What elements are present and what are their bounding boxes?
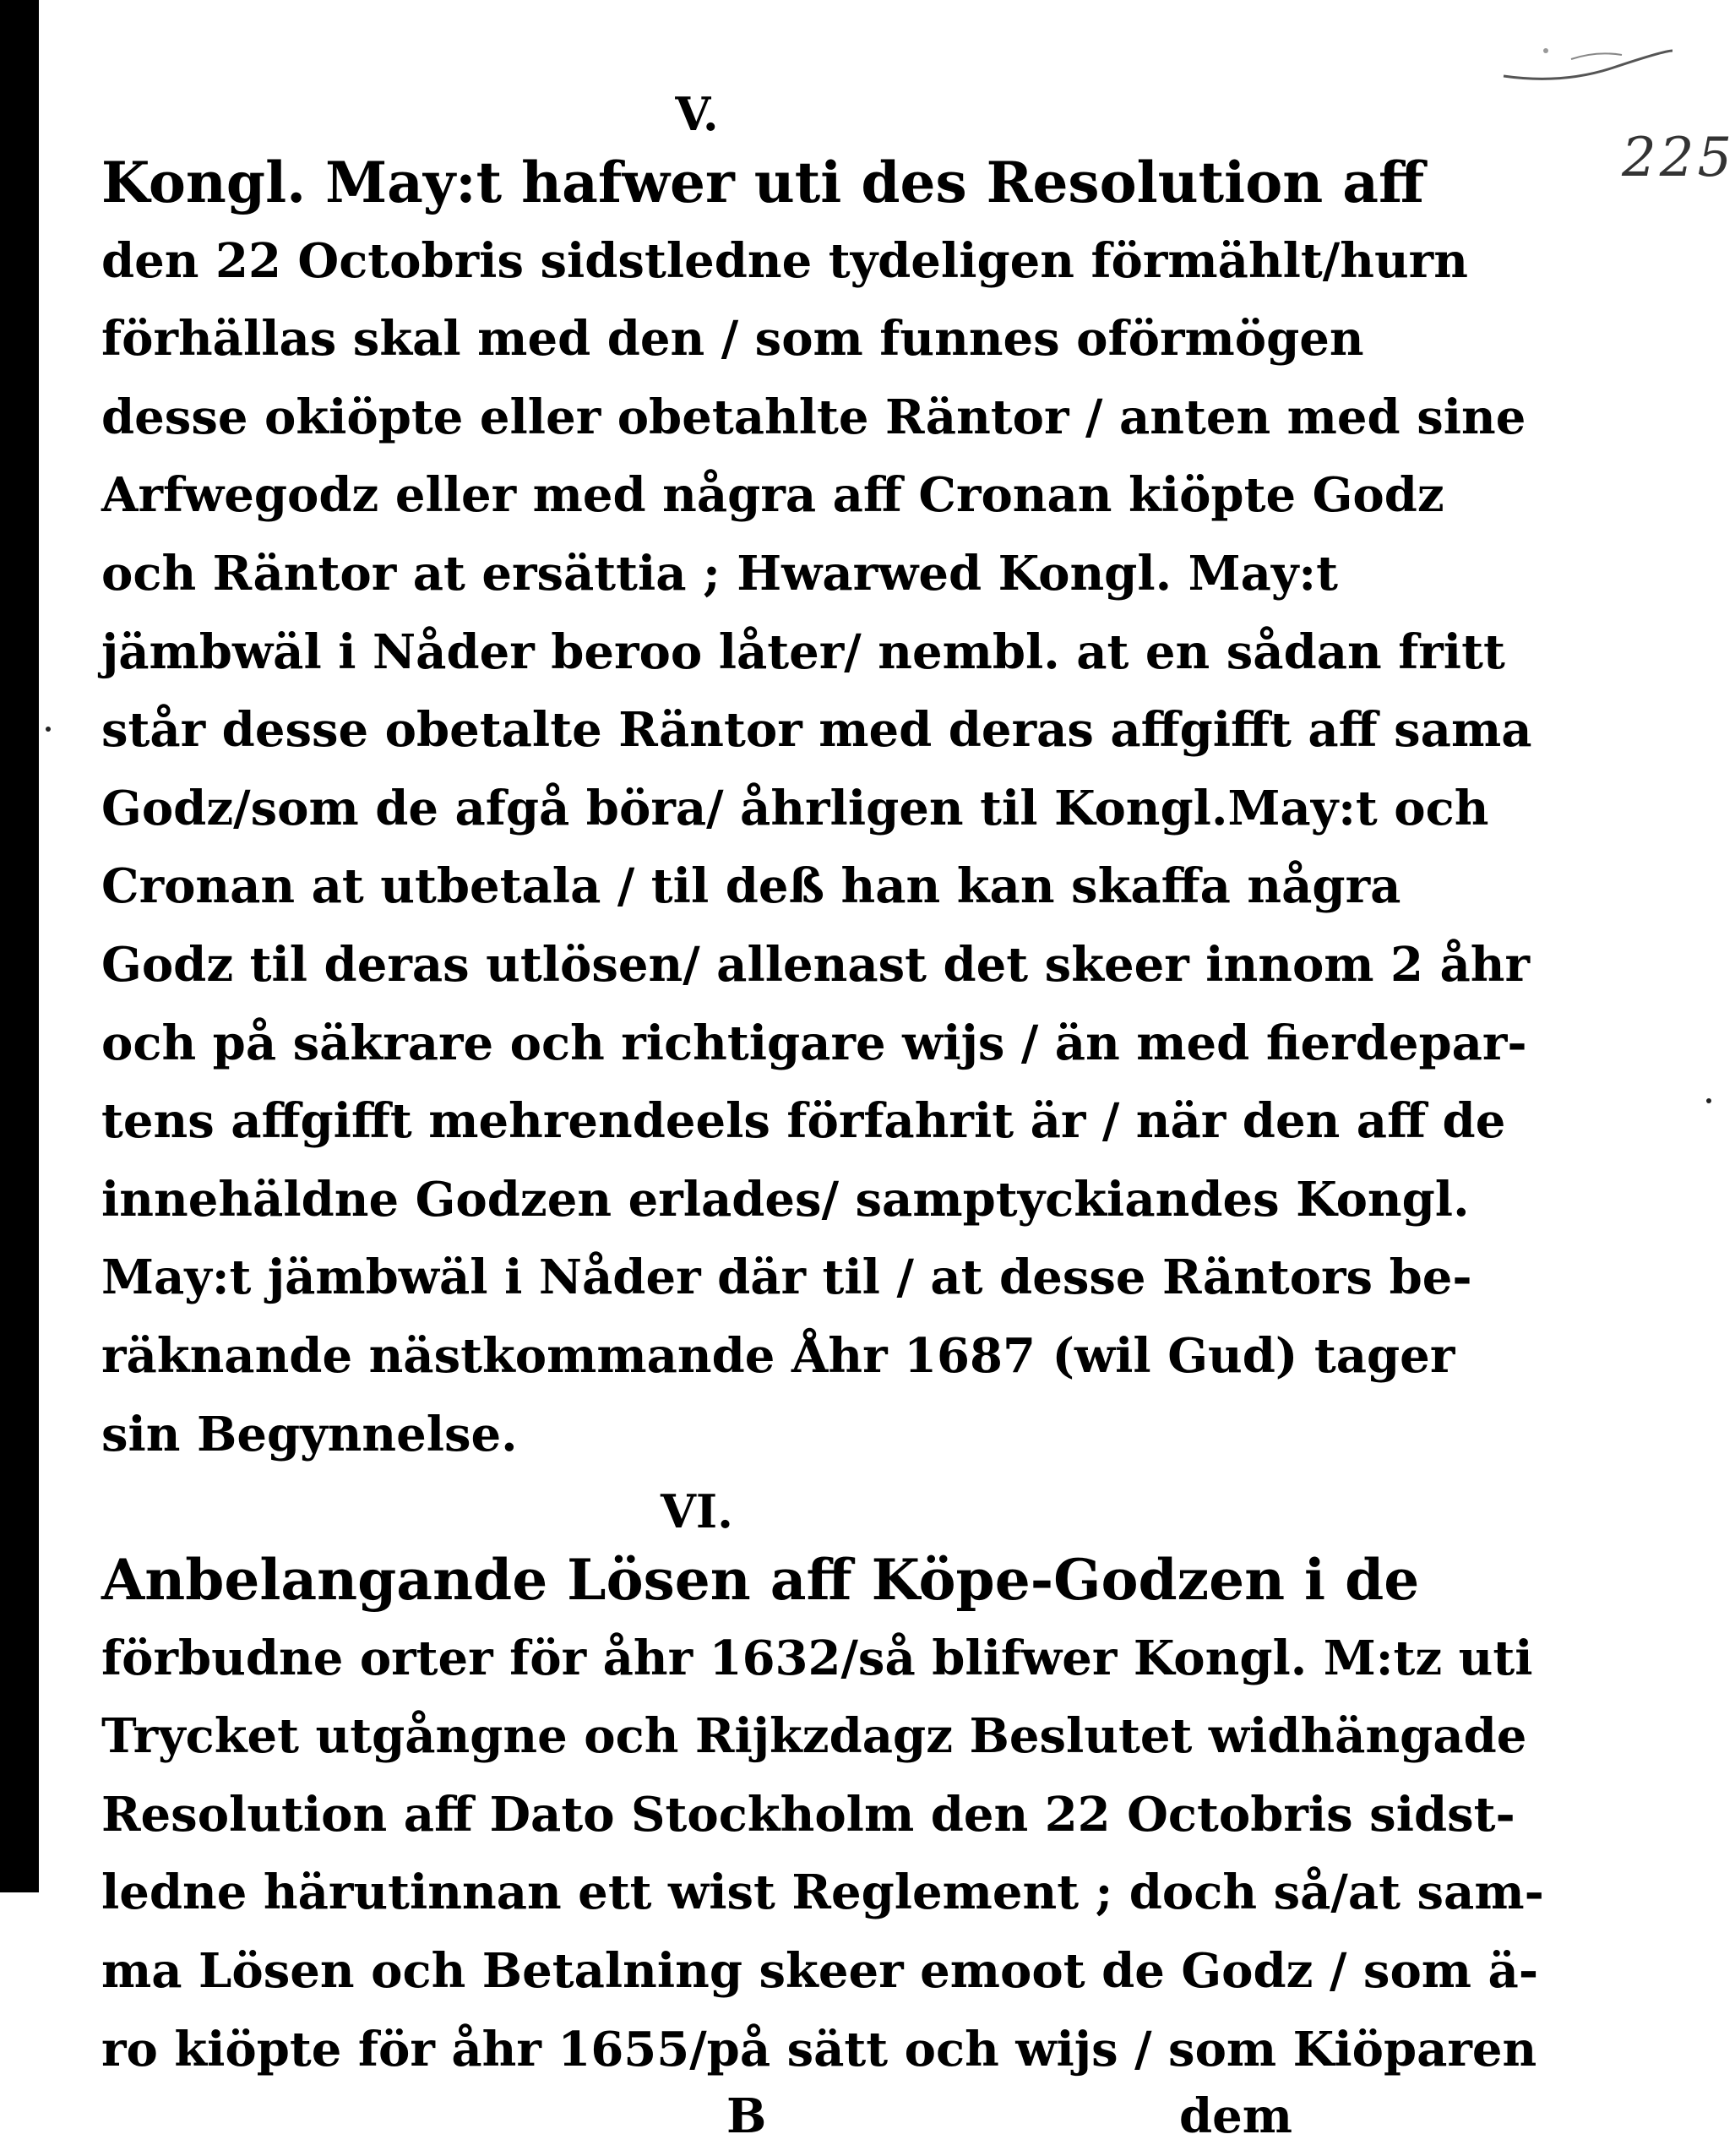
text-line: Godz til deras utlösen/ allenast det skeer innom 2 åhr bbox=[101, 936, 1531, 993]
signature-mark: B bbox=[726, 2088, 767, 2145]
section-number-v: V. bbox=[675, 87, 719, 141]
text-line: Resolution aff Dato Stockholm den 22 Octobris sidst- bbox=[101, 1786, 1515, 1843]
text-line: förbudne orter för åhr 1632/så blifwer Kongl. M:tz uti bbox=[101, 1630, 1533, 1686]
text-line: den 22 Octobris sidstledne tydeligen förmählt/hurn bbox=[101, 232, 1468, 289]
text-line: Cronan at utbetala / til deß han kan skaffa några bbox=[101, 858, 1401, 915]
ink-speck bbox=[1706, 1098, 1711, 1103]
text-line: räknande nästkommande Åhr 1687 (wil Gud) tager bbox=[101, 1327, 1455, 1384]
text-line: May:t jämbwäl i Nåder där til / at desse Räntors be- bbox=[101, 1250, 1472, 1306]
text-line: och Räntor at ersättia ; Hwarwed Kongl. May:t bbox=[101, 545, 1338, 602]
text-line: sin Begynnelse. bbox=[101, 1406, 518, 1462]
handwritten-page-number: 225 bbox=[1622, 127, 1735, 189]
text-line: förhällas skal med den / som funnes oförmögen bbox=[101, 311, 1364, 368]
text-line: och på säkrare och richtigare wijs / än med fierdepar- bbox=[101, 1015, 1527, 1071]
text-line: står desse obetalte Räntor med deras affgifft aff sama bbox=[101, 702, 1532, 759]
catchword: dem bbox=[1178, 2088, 1292, 2145]
text-line: Anbelangande Lösen aff Köpe-Godzen i de bbox=[101, 1547, 1420, 1614]
page-footer bbox=[101, 2088, 1292, 2156]
section-number-vi: VI. bbox=[661, 1484, 733, 1539]
text-line: Trycket utgångne och Rijkzdagz Beslutet widhängade bbox=[101, 1708, 1527, 1765]
text-line: Arfwegodz eller med några aff Cronan kiöpte Godz bbox=[101, 467, 1444, 524]
document-body bbox=[101, 84, 1544, 2156]
text-line: Kongl. May:t hafwer uti des Resolution aff bbox=[101, 150, 1425, 215]
text-line: innehäldne Godzen erlades/ samptyckiandes Kongl. bbox=[101, 1171, 1470, 1228]
text-line: ro kiöpte för åhr 1655/på sätt och wijs / som Kiöparen bbox=[101, 2021, 1537, 2077]
section-v-text bbox=[101, 144, 1532, 1473]
page-edge-shadow bbox=[0, 0, 39, 1892]
text-line: tens affgifft mehrendeels förfahrit är / när den aff de bbox=[101, 1093, 1506, 1150]
section-vi-text bbox=[101, 1541, 1544, 2088]
margin-pen-stroke-icon bbox=[1495, 34, 1681, 96]
text-line: ma Lösen och Betalning skeer emoot de Godz / som ä- bbox=[101, 1943, 1539, 2000]
text-line: jämbwäl i Nåder beroo låter/ nembl. at en sådan fritt bbox=[101, 623, 1505, 680]
text-line: Godz/som de afgå böra/ åhrligen til Kongl.May:t och bbox=[101, 780, 1489, 836]
text-line: ledne härutinnan ett wist Reglement ; doch så/at sam- bbox=[101, 1865, 1544, 1921]
text-line: desse okiöpte eller obetahlte Räntor / anten med sine bbox=[101, 389, 1526, 445]
ink-speck bbox=[46, 727, 51, 732]
